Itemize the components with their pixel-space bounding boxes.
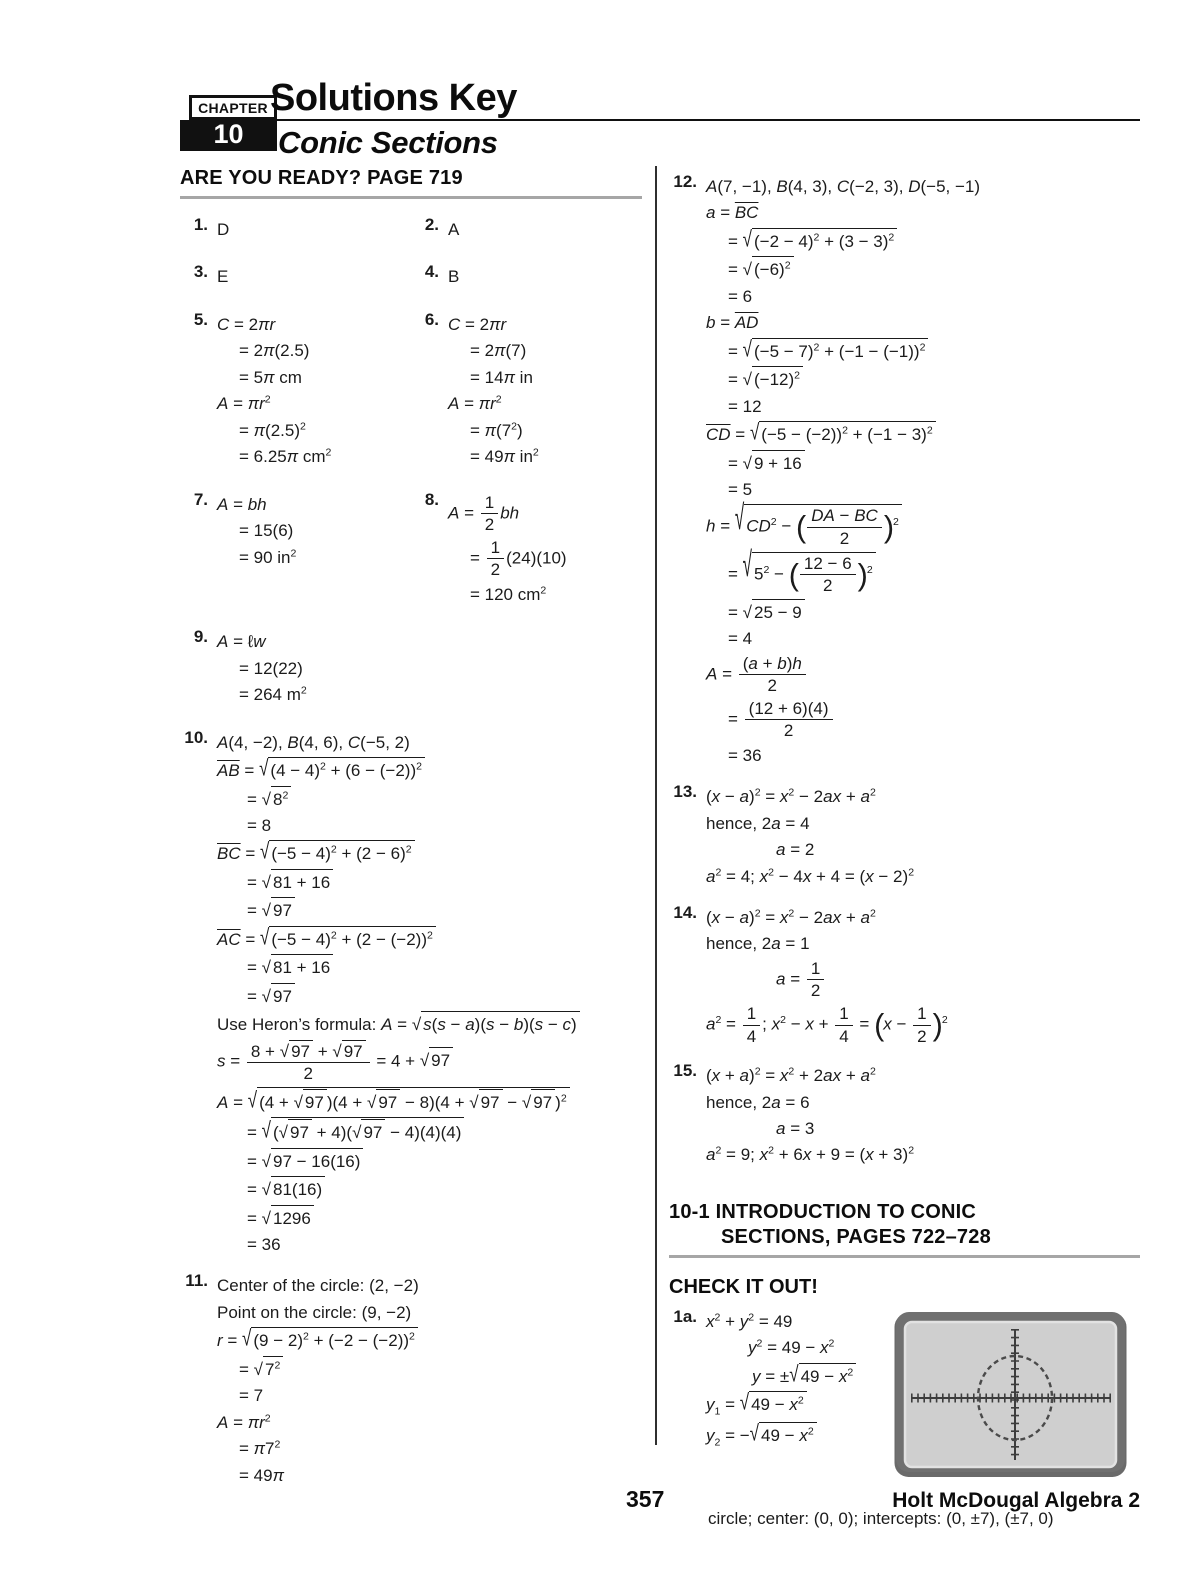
- problem-9: [180, 627, 411, 709]
- math-line: A = √ (4 + √ 97 )(4 + √ 97 − 8)(4 + √ 97 − √ 97 )$^2$: [217, 1087, 642, 1114]
- math-line: = 36: [247, 1234, 281, 1254]
- problem-6: [411, 310, 642, 472]
- math-line: = 264 $m^2$: [239, 684, 307, 705]
- section-heading-line1: 10-1 INTRODUCTION TO CONIC: [669, 1200, 977, 1223]
- right-problems: [669, 172, 1140, 1170]
- math-line: hence, 2a = 4: [706, 813, 810, 833]
- section-rule: [180, 196, 642, 199]
- math-line: = √ (√ 97 + 4)(√ 97 − 4)(4)(4): [217, 1117, 642, 1144]
- problem-body: [706, 782, 1140, 891]
- math-line: $(x - a)^2 = x^2 - 2ax + a^2$: [706, 907, 876, 927]
- math-line: = √ $(-12)^2$: [706, 366, 1140, 391]
- math-line: = √ 97: [217, 897, 642, 922]
- problem-12: [669, 172, 1140, 770]
- problem-cell: [411, 256, 642, 303]
- page-number: 357: [626, 1486, 665, 1512]
- math-line: = 36: [728, 745, 762, 765]
- math-line: $\overline{CD}$ = √ $(-5 - (-2))^2 + (-1 - 3)^2$: [706, 421, 1140, 446]
- header-rule: [264, 119, 1140, 121]
- math-line: a = 2: [776, 840, 815, 860]
- math-line: E: [217, 267, 229, 287]
- math-line: = 4: [728, 629, 753, 649]
- problem-body: [448, 310, 642, 472]
- math-line: r = √ $(9 - 2)^2 + (-2 - (-2))^2$: [217, 1327, 642, 1352]
- problem-body: [217, 262, 411, 291]
- section-10-1: [669, 1200, 1140, 1529]
- math-line: = $\frac{1}{2}$ (24)(10): [470, 537, 567, 580]
- problem-body: [448, 262, 642, 291]
- math-line: C = 2πr: [448, 314, 507, 334]
- problem-body: [217, 490, 411, 572]
- math-line: h = √ $CD^2$ − ( $\frac{DA - BC}{2}$ )$^2$: [706, 504, 1140, 548]
- problem-number: 15.: [673, 1061, 697, 1081]
- problem-4: [411, 262, 642, 291]
- problem-number: 7.: [193, 489, 208, 509]
- chapter-badge: [180, 95, 277, 151]
- problem-8: [411, 490, 642, 610]
- problem-7: [180, 490, 411, 572]
- math-line: $a^2 = 4$; $x^2 - 4x + 4 = (x - 2)^2$: [706, 865, 915, 886]
- math-line: = 7: [239, 1386, 264, 1406]
- problem-number: 10.: [184, 727, 208, 747]
- problem-body: [448, 215, 642, 244]
- math-line: = √ 1296: [217, 1205, 642, 1230]
- calculator-graph: [893, 1309, 1128, 1486]
- column-divider: [655, 166, 657, 1445]
- problem-number: 1a.: [673, 1306, 697, 1326]
- math-line: = 8: [247, 815, 272, 835]
- math-line: = 90 $in^2$: [239, 546, 297, 567]
- math-line: = 49π: [239, 1465, 284, 1485]
- problem-1: [180, 215, 411, 244]
- math-line: = √ 9 + 16: [706, 450, 1140, 475]
- math-line: = 12(22): [239, 658, 303, 678]
- answer-line: circle; center: (0, 0); intercepts: (0, ±7), (±7, 0): [708, 1508, 1054, 1528]
- problem-body: [217, 1271, 642, 1490]
- math-line: C = 2πr: [217, 314, 276, 334]
- problem-body: [217, 215, 411, 244]
- math-line: $\overline{AB}$ = √ $(4 - 4)^2 + (6 - (-2))^2$: [217, 757, 642, 782]
- problem-body: [217, 310, 411, 472]
- check-it-out-heading: CHECK IT OUT!: [669, 1275, 818, 1298]
- problem-13: [669, 782, 1140, 891]
- problem-body: [448, 490, 642, 610]
- problem-10: [180, 728, 642, 1260]
- math-line: = 5π cm: [239, 367, 302, 387]
- math-line: $a = \overline{BC}$: [706, 203, 759, 223]
- math-line: = √ $(-6)^2$: [706, 256, 1140, 281]
- problem-cell: [411, 209, 642, 256]
- math-line: = 5: [728, 479, 753, 499]
- math-line: $a^2$ = $\frac{1}{4}$ ; $x^2 - x$ + $\frac{1}{4}$ = (x − $\frac{1}{2}$ )$^2$: [706, 1003, 948, 1046]
- math-line: = √ $7^2$: [217, 1356, 642, 1381]
- math-line: A(7, −1), B(4, 3), C(−2, 3), D(−5, −1): [706, 177, 981, 196]
- right-column: [669, 166, 1140, 1529]
- left-column: [180, 166, 642, 1502]
- problem-11: [180, 1271, 642, 1490]
- math-line: $\overline{BC}$ = √ $(-5 - 4)^2 + (2 - 6)^2$: [217, 840, 642, 865]
- math-line: = 120 $cm^2$: [470, 584, 547, 604]
- problem-cell: [180, 621, 411, 721]
- math-line: Center of the circle: (2, −2): [217, 1276, 419, 1296]
- math-line: = √ $(-2 - 4)^2 + (3 - 3)^2$: [706, 228, 1140, 253]
- check-it-out-body: [669, 1307, 1140, 1497]
- math-line: = 2π(2.5): [239, 341, 310, 361]
- math-line: A = $\frac{(a + b)h}{2}$: [706, 654, 1140, 696]
- problem-number: 13.: [673, 782, 697, 802]
- math-line: = 6: [728, 286, 753, 306]
- math-line: $a^2 = 9$; $x^2 + 6x + 9 = (x + 3)^2$: [706, 1144, 915, 1165]
- math-line: = 6.25π $cm^2$: [239, 446, 332, 467]
- problem-number: 5.: [193, 309, 208, 329]
- math-line: = √ $(-5 - 7)^2 + (-1 - (-1))^2$: [706, 338, 1140, 363]
- math-line: $y^2 = 49 - x^2$: [748, 1337, 835, 1358]
- math-line: a = 3: [776, 1118, 815, 1138]
- math-line: A = ℓw: [217, 632, 266, 652]
- problem-row: [180, 621, 642, 721]
- problem-body: [706, 903, 1140, 1049]
- math-line: = √ $5^2$ − ( $\frac{12 - 6}{2}$ )$^2$: [706, 552, 1140, 596]
- math-line: $b = \overline{AD}$: [706, 313, 759, 333]
- problem-cell: [411, 484, 642, 622]
- math-line: $A = \pi r^2$: [448, 393, 502, 414]
- math-line: a = $\frac{1}{2}$: [706, 959, 1140, 1001]
- problem-5: [180, 310, 411, 472]
- page-subtitle: Conic Sections: [278, 125, 498, 160]
- math-line: = √ 97 − 16(16): [217, 1148, 642, 1173]
- math-line: = $\frac{(12 + 6)(4)}{2}$: [706, 699, 1140, 741]
- math-line: hence, 2a = 1: [706, 934, 810, 954]
- math-line: $y_2$ = −√ $49 - x^2$: [706, 1422, 1140, 1450]
- math-line: = √ $8^2$: [217, 786, 642, 811]
- math-line: D: [217, 220, 230, 239]
- chapter-badge-number: 10: [180, 120, 277, 151]
- section-rule: [669, 1255, 1140, 1258]
- page-title: Solutions Key: [270, 77, 517, 119]
- problem-row: [180, 304, 642, 484]
- problem-2: [411, 215, 642, 244]
- problem-number: 6.: [424, 309, 439, 329]
- footer-brand: Holt McDougal Algebra 2: [892, 1489, 1140, 1512]
- problem-body: [706, 172, 1140, 770]
- math-line: = $\pi(2.5)^2$: [239, 420, 306, 440]
- math-line: A(4, −2), B(4, 6), C(−5, 2): [217, 732, 410, 752]
- math-line: = 2π(7): [470, 341, 527, 361]
- math-line: s = $\frac{8 + √ 97 + √ 97}{2}$ = 4 + √ 97: [217, 1040, 642, 1084]
- problem-cell: [180, 209, 411, 256]
- problem-14: [669, 903, 1140, 1049]
- problem-cell: [180, 256, 411, 303]
- problem-number: 9.: [193, 627, 208, 647]
- section-heading-10-1: [669, 1200, 1140, 1250]
- math-line: = 15(6): [239, 521, 294, 541]
- problem-number: 4.: [424, 262, 439, 282]
- problem-cell: [411, 304, 642, 484]
- math-line: = $\pi 7^2$: [239, 1438, 281, 1459]
- problem-3: [180, 262, 411, 291]
- math-line: = 49π $in^2$: [470, 446, 539, 467]
- section-heading-line2: SECTIONS, PAGES 722–728: [721, 1225, 991, 1248]
- math-line: = 12: [728, 396, 762, 416]
- problem-body: [217, 728, 642, 1260]
- math-line: $A = \pi r^2$: [217, 393, 271, 414]
- problem-row: [180, 484, 642, 622]
- math-line: = √ 81 + 16: [217, 869, 642, 894]
- math-line: $\overline{AC}$ = √ $(-5 - 4)^2 + (2 - (-2))^2$: [217, 926, 642, 951]
- problem-row: [180, 256, 642, 303]
- problem-15: [669, 1061, 1140, 1170]
- problem-number: 1.: [193, 215, 208, 234]
- math-line: A = bh: [217, 494, 267, 514]
- problem-body: [706, 1061, 1140, 1170]
- math-line: Use Heron’s formula: A = √ s(s − a)(s − b)(s − c): [217, 1011, 642, 1036]
- math-line: = √ 25 − 9: [706, 599, 1140, 624]
- problem-row: [180, 209, 642, 256]
- problem-cell: [180, 484, 411, 622]
- math-line: = √ 81(16): [217, 1176, 642, 1201]
- math-line: Point on the circle: (9, −2): [217, 1302, 412, 1322]
- math-line: $(x - a)^2 = x^2 - 2ax + a^2$: [706, 786, 876, 807]
- math-line: = 14π in: [470, 367, 533, 387]
- math-line: $x^2 + y^2 = 49$: [706, 1311, 793, 1331]
- math-line: $(x + a)^2 = x^2 + 2ax + a^2$: [706, 1065, 876, 1086]
- problem-number: 12.: [673, 172, 697, 191]
- problem-cell: [411, 621, 642, 721]
- problem-number: 3.: [193, 262, 208, 282]
- math-line: hence, 2a = 6: [706, 1092, 810, 1112]
- calculator-screen-icon: [893, 1309, 1128, 1481]
- math-line: $y_1$ = √ $49 - x^2$: [706, 1391, 1140, 1419]
- problem-number: 8.: [424, 489, 439, 509]
- left-problems: [180, 209, 642, 1490]
- math-line: $A = \pi r^2$: [217, 1412, 271, 1432]
- problem-cell: [180, 304, 411, 484]
- math-line: = √ 97: [217, 983, 642, 1008]
- math-line: = √ 81 + 16: [217, 954, 642, 979]
- problem-number: 11.: [185, 1271, 208, 1291]
- math-line: A = $\frac{1}{2}$ bh: [448, 492, 520, 535]
- problem-body: [217, 627, 411, 709]
- chapter-badge-label: CHAPTER: [189, 95, 277, 120]
- math-line: A: [448, 220, 460, 239]
- problem-number: 14.: [673, 902, 697, 922]
- math-line: y = ±√ $49 - x^2$: [706, 1363, 1140, 1388]
- math-line: B: [448, 267, 460, 287]
- math-line: = $\pi(7^2)$: [470, 420, 523, 440]
- section-heading-are-you-ready: ARE YOU READY? PAGE 719: [180, 167, 463, 189]
- problem-number: 2.: [424, 215, 439, 234]
